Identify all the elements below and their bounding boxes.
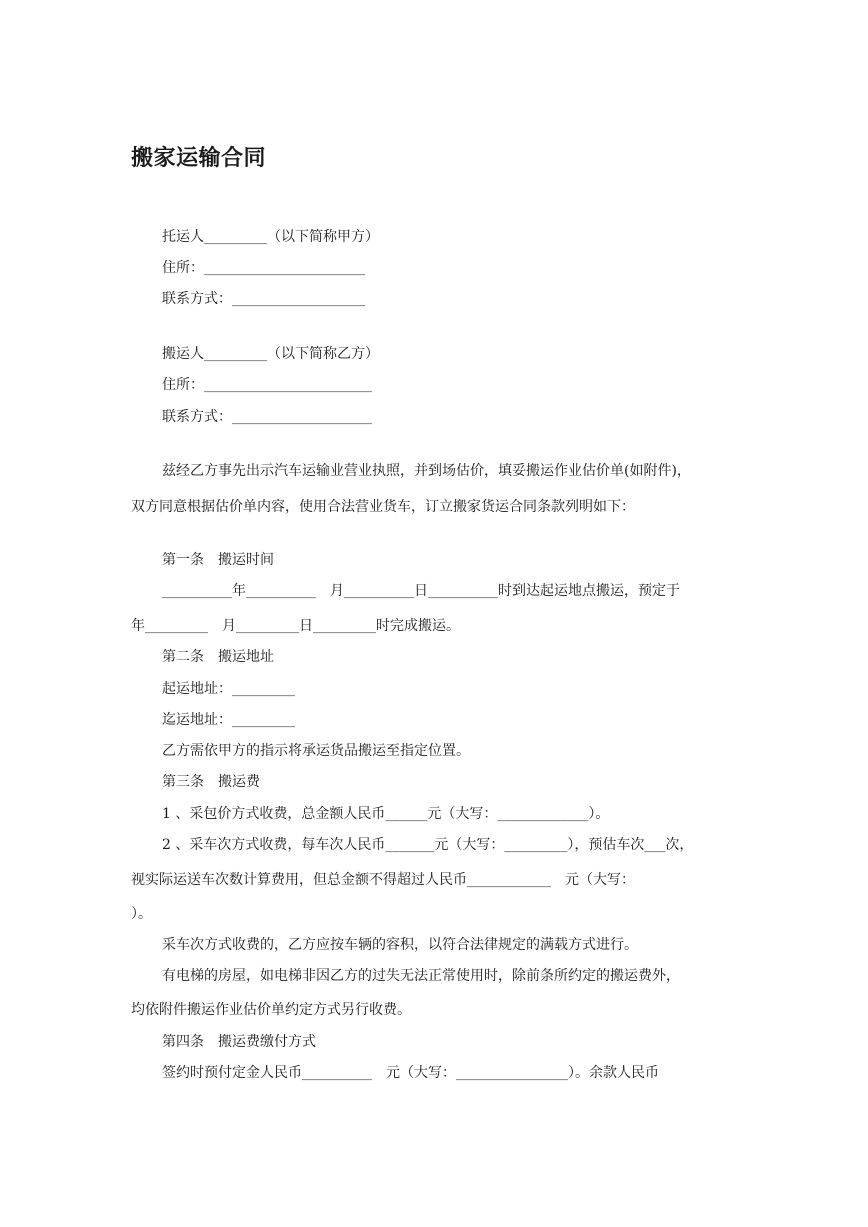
- party-b-name-line: 搬运人_________（以下简称乙方）: [162, 346, 379, 362]
- article-3-item-2-line-3: ）。: [131, 906, 152, 922]
- preamble-line-1: 兹经乙方事先出示汽车运输业营业执照，并到场估价，填妥搬运作业估价单(如附件)，: [162, 463, 691, 479]
- party-b-address-line: 住所：________________________: [162, 377, 372, 393]
- article-1-heading: 第一条 搬运时间: [162, 552, 274, 568]
- article-2-instruction: 乙方需依甲方的指示将承运货品搬运至指定位置。: [162, 743, 470, 759]
- party-a-name-line: 托运人_________（以下简称甲方）: [162, 229, 379, 245]
- article-1-line-2: 年_________ 月_________日_________时完成搬运。: [131, 618, 460, 634]
- destination-address-line: 迄运地址：_________: [162, 712, 295, 728]
- party-b-contact-line: 联系方式：____________________: [162, 409, 372, 425]
- article-1-line-1: __________年__________ 月__________日__________时到达起运地点搬运，预定于: [162, 583, 680, 599]
- party-a-contact-line: 联系方式：___________________: [162, 291, 365, 307]
- article-3-item-1: 1 、采包价方式收费，总金额人民币______元（大写：_____________）。: [162, 806, 610, 822]
- article-3-item-2-line-1: 2 、采车次方式收费，每车次人民币_______元（大写：_________），预估车次___次，: [162, 837, 694, 853]
- article-3-heading: 第三条 搬运费: [162, 774, 260, 790]
- article-4-heading: 第四条 搬运费缴付方式: [162, 1034, 316, 1050]
- preamble-line-2: 双方同意根据估价单内容，使用合法营业货车，订立搬家货运合同条款列明如下：: [131, 499, 635, 515]
- article-3-paragraph-1: 采车次方式收费的，乙方应按车辆的容积，以符合法律规定的满载方式进行。: [162, 937, 638, 953]
- party-a-address-line: 住所：_______________________: [162, 260, 365, 276]
- origin-address-line: 起运地址：_________: [162, 681, 295, 697]
- article-3-item-2-line-2: 视实际运送车次数计算费用，但总金额不得超过人民币____________ 元（大写：: [131, 872, 635, 888]
- article-2-heading: 第二条 搬运地址: [162, 649, 274, 665]
- article-3-paragraph-3: 均依附件搬运作业估价单约定方式另行收费。: [131, 1002, 411, 1018]
- article-4-line: 签约时预付定金人民币__________ 元（大写：________________）。余款人民币: [162, 1065, 659, 1081]
- document-title: 搬家运输合同: [131, 146, 267, 171]
- article-3-paragraph-2: 有电梯的房屋，如电梯非因乙方的过失无法正常使用时，除前条所约定的搬运费外，: [162, 968, 680, 984]
